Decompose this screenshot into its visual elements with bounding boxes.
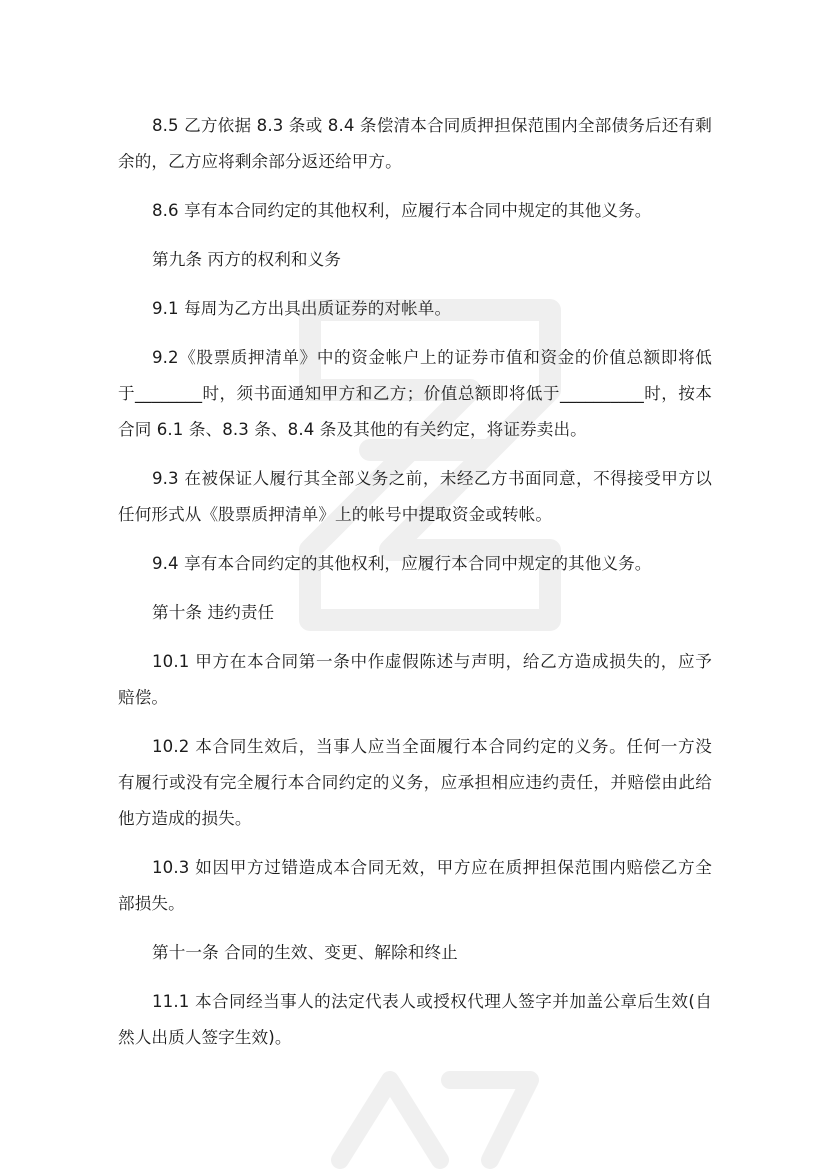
document-body	[118, 108, 712, 1056]
clause-10-3: 10.3 如因甲方过错造成本合同无效，甲方应在质押担保范围内赔偿乙方全部损失。	[118, 858, 712, 913]
watermark-fragment-icon	[320, 1040, 550, 1174]
article-11-heading: 第十一条 合同的生效、变更、解除和终止	[152, 943, 458, 962]
article-9-heading: 第九条 丙方的权利和义务	[152, 250, 342, 269]
clause-11-1: 11.1 本合同经当事人的法定代表人或授权代理人签字并加盖公章后生效(自然人出质人签字生效)。	[118, 992, 712, 1047]
clause-9-1: 9.1 每周为乙方出具出质证券的对帐单。	[152, 299, 452, 318]
clause-9-4: 9.4 享有本合同约定的其他权利，应履行本合同中规定的其他义务。	[152, 554, 652, 573]
clause-8-6: 8.6 享有本合同约定的其他权利，应履行本合同中规定的其他义务。	[152, 201, 652, 220]
clause-10-1: 10.1 甲方在本合同第一条中作虚假陈述与声明，给乙方造成损失的，应予赔偿。	[118, 652, 712, 707]
clause-9-3: 9.3 在被保证人履行其全部义务之前，未经乙方书面同意，不得接受甲方以任何形式从《股票质押清单》上的帐号中提取资金或转帐。	[118, 469, 712, 524]
clause-9-2: 9.2《股票质押清单》中的资金帐户上的证券市值和资金的价值总额即将低于________时，须书面通知甲方和乙方；价值总额即将低于__________时，按本合同 6.1 条、8.3 条、8.4 条及其他的有关约定，将证券卖出。	[118, 348, 712, 439]
article-10-heading: 第十条 违约责任	[152, 603, 275, 622]
clause-8-5: 8.5 乙方依据 8.3 条或 8.4 条偿清本合同质押担保范围内全部债务后还有剩余的，乙方应将剩余部分返还给甲方。	[118, 116, 712, 171]
clause-10-2: 10.2 本合同生效后，当事人应当全面履行本合同约定的义务。任何一方没有履行或没有完全履行本合同约定的义务，应承担相应违约责任，并赔偿由此给他方造成的损失。	[118, 737, 712, 828]
